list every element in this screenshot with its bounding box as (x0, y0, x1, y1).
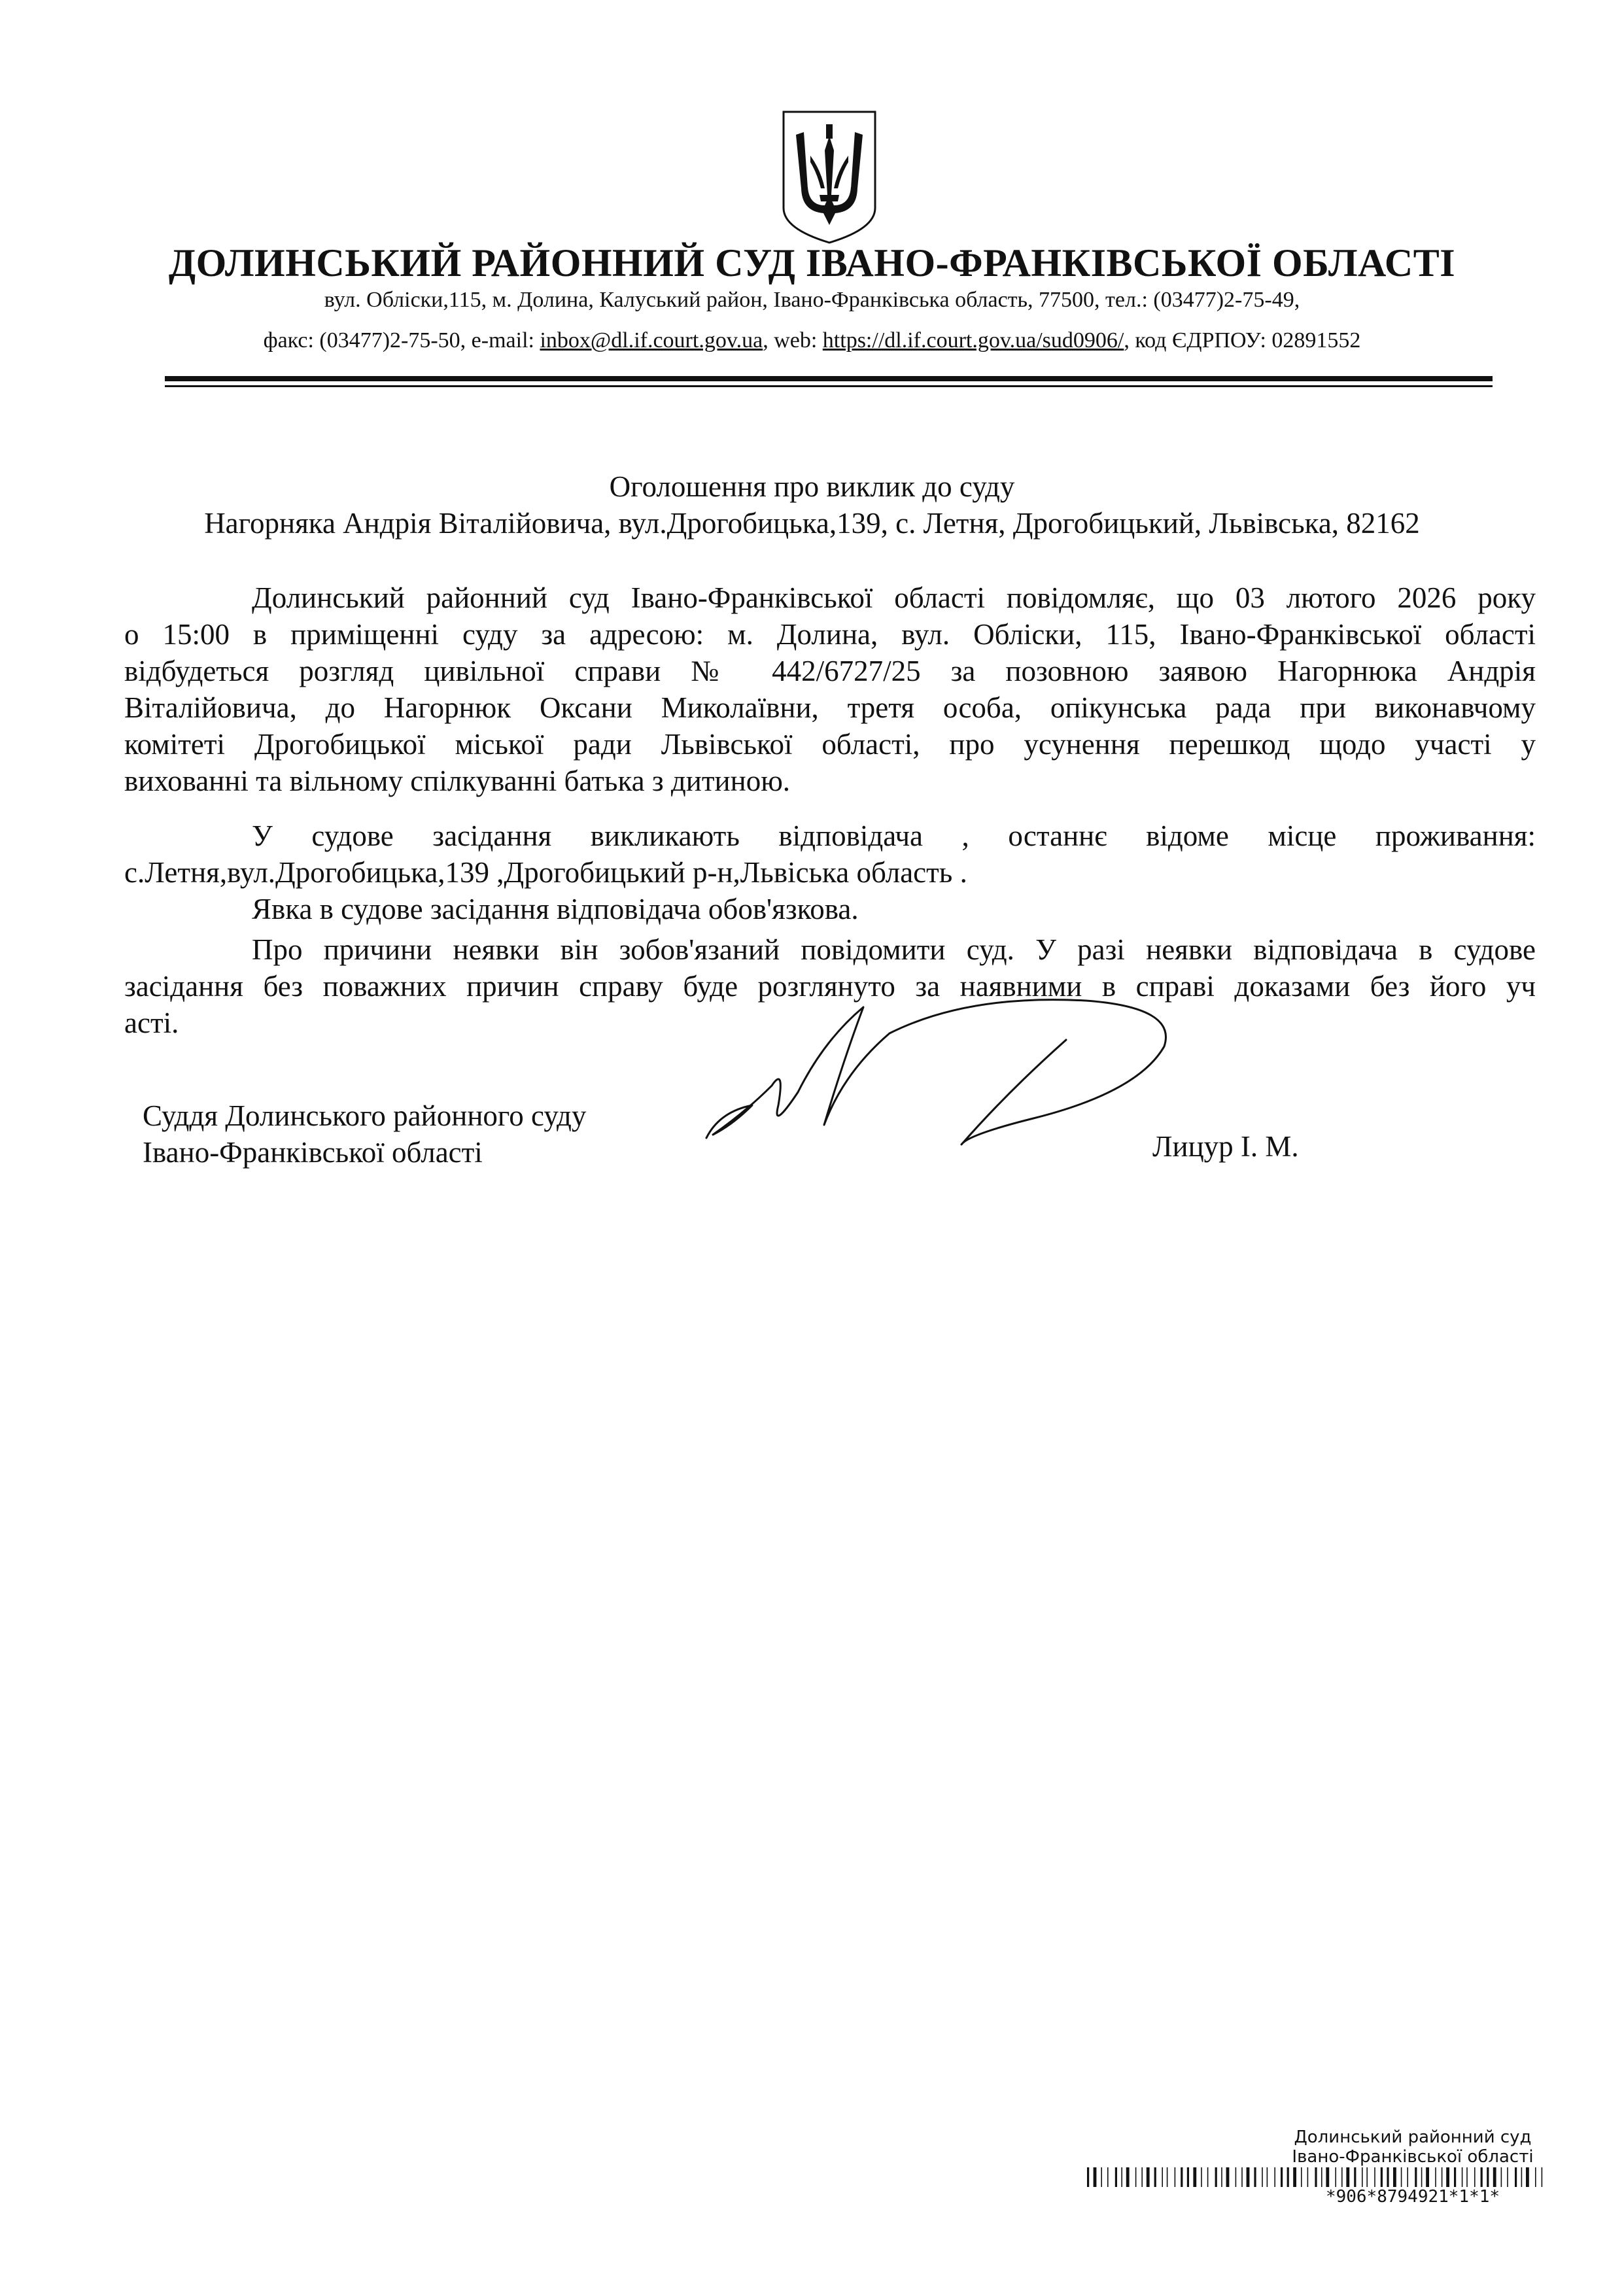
coat-of-arms-icon (782, 110, 877, 245)
barcode-bar (1362, 2167, 1363, 2187)
barcode-bar (1254, 2167, 1256, 2187)
barcode-bar (1521, 2167, 1523, 2187)
barcode-bar (1162, 2167, 1163, 2187)
barcode-bar (1446, 2167, 1449, 2187)
barcode-bar (1287, 2167, 1289, 2187)
barcode-bar (1535, 2167, 1536, 2187)
barcode-bar (1274, 2167, 1275, 2187)
barcode-bar (1341, 2167, 1343, 2187)
barcode-bar (1267, 2167, 1268, 2187)
body-line: Долинський районний суд Івано-Франківської області повідомляє, що 03 лютого 2026 року (252, 581, 1536, 614)
barcode-bar (1401, 2167, 1402, 2187)
website-link[interactable]: https://dl.if.court.gov.ua/sud0906/ (822, 328, 1124, 353)
barcode-bar (1381, 2167, 1383, 2187)
header-divider-thin (165, 385, 1493, 387)
barcode-bar (1542, 2167, 1543, 2187)
body-line: вихованні та вільному спілкуванні батька з дитиною. (124, 765, 791, 797)
fax-label: факс: (03477)2-75-50, e-mail: (263, 328, 540, 353)
barcode-bar (1215, 2167, 1217, 2187)
barcode-bar (1366, 2167, 1368, 2187)
barcode-number: *906*8794921*1*1* (1325, 2187, 1500, 2207)
barcode-bar (1226, 2167, 1230, 2187)
body-line: відбудеться розгляд цивільної справи № 442/6727/25 за позовною заявою Нагорнюка Андрія (124, 655, 1536, 687)
barcode-bar (1141, 2167, 1143, 2187)
email-link[interactable]: inbox@dl.if.court.gov.ua (540, 328, 763, 353)
barcode-bar (1147, 2167, 1150, 2187)
barcode-bar (1515, 2167, 1517, 2187)
body-line: о 15:00 в приміщенні суду за адресою: м. Долина, вул. Обліски, 115, Івано-Франківської області (124, 618, 1536, 651)
barcode-bar (1387, 2167, 1389, 2187)
barcode-bar (1354, 2167, 1356, 2187)
court-address: вул. Обліски,115, м. Долина, Калуський район, Івано-Франківська область, 77500, тел.: (03477)2-75-49, (324, 288, 1300, 312)
barcode-bar (1374, 2167, 1375, 2187)
barcode-bar (1201, 2167, 1202, 2187)
barcode-bar (1094, 2167, 1097, 2187)
barcode-bar (1193, 2167, 1196, 2187)
barcode-bar (1121, 2167, 1122, 2187)
barcode-bar (1407, 2167, 1408, 2187)
barcode-bar (1262, 2167, 1263, 2187)
body-line: с.Летня,вул.Дрогобицька,139 ,Дрогобицький р-н,Львіська область . (124, 856, 967, 889)
barcode-bar (1126, 2167, 1130, 2187)
announcement-title: Оголошення про виклик до суду (609, 470, 1015, 503)
web-label: , web: (763, 328, 823, 353)
barcode-bar (1421, 2167, 1423, 2187)
barcode-bar (1487, 2167, 1489, 2187)
body-line: У судове засідання викликають відповідача , останнє відоме місце проживання: (252, 819, 1536, 852)
barcode-bar (1247, 2167, 1250, 2187)
barcode-bar (1167, 2167, 1168, 2187)
barcode-bar (1335, 2167, 1336, 2187)
judge-title-line-2: Івано-Франківської області (143, 1136, 483, 1169)
barcode-bar (1135, 2167, 1137, 2187)
judge-name: Лицур І. М. (1152, 1130, 1299, 1163)
court-name: ДОЛИНСЬКИЙ РАЙОННИЙ СУД ІВАНО-ФРАНКІВСЬКОЇ ОБЛАСТІ (168, 241, 1456, 284)
barcode-bar (1281, 2167, 1283, 2187)
stamp-court-line-2: Івано-Франківської області (1292, 2147, 1534, 2167)
body-line: засідання без поважних причин справу буде розглянуто за наявними в справі доказами без його уч (124, 970, 1536, 1003)
barcode-bar (1315, 2167, 1317, 2187)
barcode-bar (1462, 2167, 1463, 2187)
barcode-bar (1415, 2167, 1417, 2187)
stamp-court-line-1: Долинський районний суд (1294, 2127, 1532, 2147)
edrpou-code: , код ЄДРПОУ: 02891552 (1124, 328, 1361, 353)
barcode-bar (1426, 2167, 1429, 2187)
barcode-bar (1087, 2167, 1089, 2187)
barcode-bar (1326, 2167, 1329, 2187)
barcode-bar (1207, 2167, 1209, 2187)
court-contacts (0, 328, 1624, 353)
body-line: асті. (124, 1007, 179, 1039)
barcode-bar (1115, 2167, 1117, 2187)
barcode-bar (1442, 2167, 1443, 2187)
barcode-bar (1175, 2167, 1176, 2187)
barcode-bar (1235, 2167, 1237, 2187)
header-divider-thick (165, 376, 1493, 381)
body-line: Віталійовича, до Нагорнюк Оксани Миколаївни, третя особа, опікунська рада при виконавчому (124, 691, 1536, 724)
barcode-bar (1481, 2167, 1483, 2187)
barcode-bar (1101, 2167, 1102, 2187)
barcode-bar (1321, 2167, 1322, 2187)
barcode-bar (1346, 2167, 1349, 2187)
barcode-bar (1307, 2167, 1309, 2187)
barcode-bar (1393, 2167, 1396, 2187)
barcode-bar (1187, 2167, 1189, 2187)
barcode-bar (1526, 2167, 1529, 2187)
barcode-bar (1507, 2167, 1508, 2187)
judge-title-line-1: Суддя Долинського районного суду (143, 1099, 587, 1132)
body-line: Явка в судове засідання відповідача обов'язкова. (252, 893, 859, 925)
barcode-bar (1454, 2167, 1456, 2187)
announcement-recipient: Нагорняка Андрія Віталійовича, вул.Дрогобицька,139, с. Летня, Дрогобицький, Львівська, 82162 (204, 507, 1420, 540)
handwritten-signature (693, 994, 1190, 1151)
barcode-bar (1501, 2167, 1502, 2187)
barcode-bar (1293, 2167, 1296, 2187)
barcode-bar (1493, 2167, 1496, 2187)
barcode-bar (1154, 2167, 1156, 2187)
body-line: Про причини неявки він зобов'язаний повідомити суд. У разі неявки відповідача в судове (252, 933, 1536, 966)
barcode-bar (1474, 2167, 1476, 2187)
barcode-bar (1466, 2167, 1468, 2187)
barcode-bar (1107, 2167, 1109, 2187)
barcode-bar (1301, 2167, 1302, 2187)
barcode-bar (1241, 2167, 1243, 2187)
barcode-bar (1221, 2167, 1222, 2187)
barcode-bar (1435, 2167, 1436, 2187)
barcode-bar (1181, 2167, 1183, 2187)
body-line: комітеті Дрогобицької міської ради Львівської області, про усунення перешкод щодо участі у (124, 728, 1536, 761)
